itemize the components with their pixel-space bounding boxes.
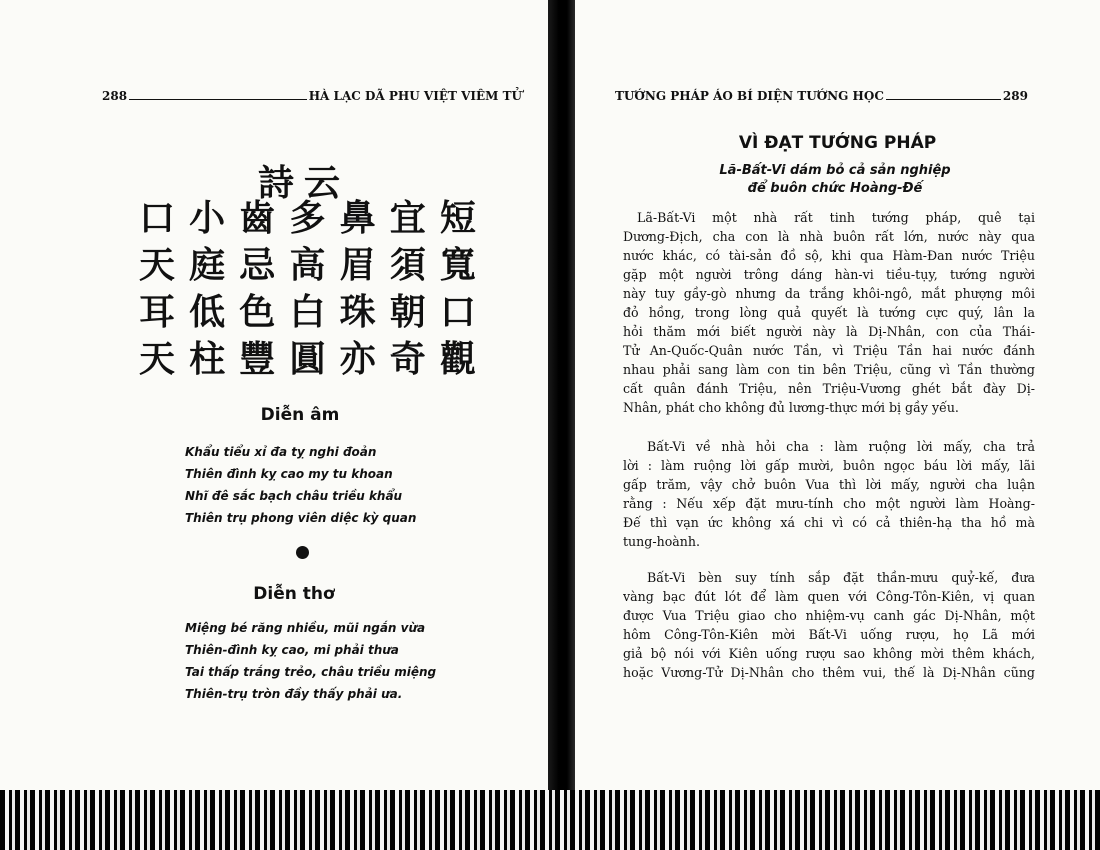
chinese-char: 天: [138, 245, 175, 286]
dien-am-verse: [185, 441, 416, 529]
text-line: Bất-Vi về nhà hỏi cha : làm ruộng lời mấy, cha trả: [647, 439, 1035, 454]
chinese-char: 柱: [189, 339, 226, 380]
chinese-char: 圓: [289, 339, 326, 380]
text-line: cất quân đánh Triệu, nên Triệu-Vương ghét bắt đày Dị-: [623, 381, 1035, 396]
header-rule: [886, 99, 1001, 100]
text-line: đỏ hồng, trong lòng quả quyết là tướng cực quý, lân la: [623, 305, 1035, 320]
text-line: giả bộ nói với Kiên uống rượu sao không mời thêm khách,: [623, 646, 1035, 661]
scanner-edge-stripes: [0, 790, 1100, 850]
dien-tho-heading: Diễn thơ: [253, 584, 335, 604]
chinese-char: 觀: [439, 339, 476, 380]
chinese-char: 天: [138, 339, 175, 380]
text-line: tung-hoành.: [623, 534, 701, 549]
chinese-char: 忌: [239, 245, 276, 286]
chinese-char: 宜: [389, 198, 426, 239]
paragraph: [623, 437, 1035, 551]
chinese-char: 短: [439, 198, 476, 239]
chinese-char: 小: [189, 198, 226, 239]
chinese-char: 色: [239, 292, 276, 333]
chinese-char: 亦: [339, 339, 376, 380]
text-line: rằng : Nếu xếp đặt mưu-tính cho một người làm Hoàng-: [623, 496, 1035, 511]
text-line: hỏi thăm mới biết người này là Dị-Nhân, con của Thái-: [623, 324, 1035, 339]
chinese-char: 朝: [389, 292, 426, 333]
book-gutter: [548, 0, 575, 790]
left-page-number: 288: [102, 89, 128, 103]
text-line: lời : làm ruộng lời gấp mười, buôn ngọc báu lời mấy, lãi: [623, 458, 1035, 473]
text-line: Bất-Vi bèn suy tính sắp đặt thần-mưu quỷ-kế, đưa: [647, 570, 1035, 585]
verse-line: Thiên-đình kỵ cao, mi phải thưa: [185, 643, 399, 657]
chinese-poem-row: [135, 289, 480, 336]
chinese-poem-row: [135, 242, 480, 289]
chinese-char: 耳: [138, 292, 175, 333]
text-line: Nhân, phát cho không đủ lương-thực mới bị gầy yếu.: [623, 400, 959, 415]
chinese-poem-row: [135, 195, 480, 242]
chinese-char: 口: [439, 292, 476, 333]
verse-line: Thiên đình kỵ cao my tu khoan: [185, 467, 393, 481]
verse-line: Thiên-trụ tròn đầy thấy phải ưa.: [185, 687, 403, 701]
chinese-char: 白: [289, 292, 326, 333]
text-line: Tử An-Quốc-Quân nước Tần, vì Triệu Tần hai nước đánh: [623, 343, 1035, 358]
text-line: Đế thì vạn ức không xá chi vì có cả thiên-hạ tha hồ mà: [623, 515, 1035, 530]
verse-line: Miệng bé răng nhiều, mũi ngắn vừa: [185, 621, 426, 635]
chinese-char: 庭: [189, 245, 226, 286]
chinese-char: 珠: [339, 292, 376, 333]
chinese-char: 多: [289, 198, 326, 239]
text-line: Dương-Địch, cha con là nhà buôn rất lớn, nước này qua: [623, 229, 1035, 244]
chinese-char: 須: [389, 245, 426, 286]
chinese-poem-row: [135, 336, 480, 383]
text-line: vàng bạc đút lót để làm quen với Công-Tôn-Kiên, vị quan: [623, 589, 1035, 604]
verse-line: Nhĩ đê sắc bạch châu triều khẩu: [185, 489, 403, 503]
text-line: hôm Công-Tôn-Kiên mời Bất-Vi uống rượu, họ Lã mới: [623, 627, 1035, 642]
verse-line: Khẩu tiểu xỉ đa tỵ nghi đoản: [185, 445, 377, 459]
right-running-head: TƯỚNG PHÁP ÁO BÍ DIỆN TƯỚNG HỌC: [615, 89, 884, 103]
chinese-char: 寬: [439, 245, 476, 286]
left-running-head: HÀ LẠC DÃ PHU VIỆT VIÊM TỬ: [308, 89, 522, 103]
chinese-char: 低: [189, 292, 226, 333]
right-page: [575, 0, 1100, 790]
section-divider-dot: [296, 546, 309, 559]
text-line: gặp một người trông dáng hàn-vi tiều-tụy, tướng người: [623, 267, 1035, 282]
chinese-char: 齒: [239, 198, 276, 239]
chinese-poem: [135, 195, 480, 383]
chinese-char: 口: [138, 198, 175, 239]
dien-am-heading: Diễn âm: [260, 405, 340, 425]
left-running-header: [102, 89, 522, 103]
chinese-poem-title: 詩云: [258, 163, 351, 204]
paragraph: [623, 568, 1035, 682]
right-page-number: 289: [1002, 89, 1028, 103]
chapter-title: VÌ ĐẠT TƯỚNG PHÁP: [738, 133, 937, 153]
header-rule: [129, 99, 307, 100]
right-running-header: [615, 89, 1085, 103]
dien-tho-verse: [185, 617, 436, 705]
chinese-char: 奇: [389, 339, 426, 380]
text-line: nhau phải sang làm con tin bên Triệu, cũng vì Tần thường: [623, 362, 1035, 377]
chapter-subtitle: để buôn chức Hoàng-Đế: [747, 181, 923, 196]
verse-line: Tai thấp trắng trẻo, châu triều miệng: [185, 665, 437, 679]
paragraph: [623, 208, 1035, 417]
chinese-char: 高: [289, 245, 326, 286]
verse-line: Thiên trụ phong viên diệc kỳ quan: [185, 511, 417, 525]
left-page: [0, 0, 548, 790]
text-line: hoặc Vương-Tử Dị-Nhân cho thêm vui, thế là Dị-Nhân cũng: [623, 665, 1035, 680]
chinese-char: 鼻: [339, 198, 376, 239]
chinese-char: 豐: [239, 339, 276, 380]
text-line: nước khác, có tài-sản đồ sộ, khi qua Hàm-Đan nước Triệu: [623, 248, 1035, 263]
text-line: được Vua Triệu giao cho nhiệm-vụ canh gác Dị-Nhân, một: [623, 608, 1035, 623]
text-line: này tuy gầy-gò nhưng da trắng khôi-ngô, mắt phượng môi: [623, 286, 1035, 301]
text-line: gấp trăm, vậy chở buôn Vua thì lời mấy, người cha luận: [623, 477, 1035, 492]
text-line: Lã-Bất-Vi một nhà rất tinh tướng pháp, quê tại: [637, 210, 1035, 225]
chinese-char: 眉: [339, 245, 376, 286]
chapter-subtitle: Lã-Bất-Vi dám bỏ cả sản nghiệp: [719, 163, 951, 178]
